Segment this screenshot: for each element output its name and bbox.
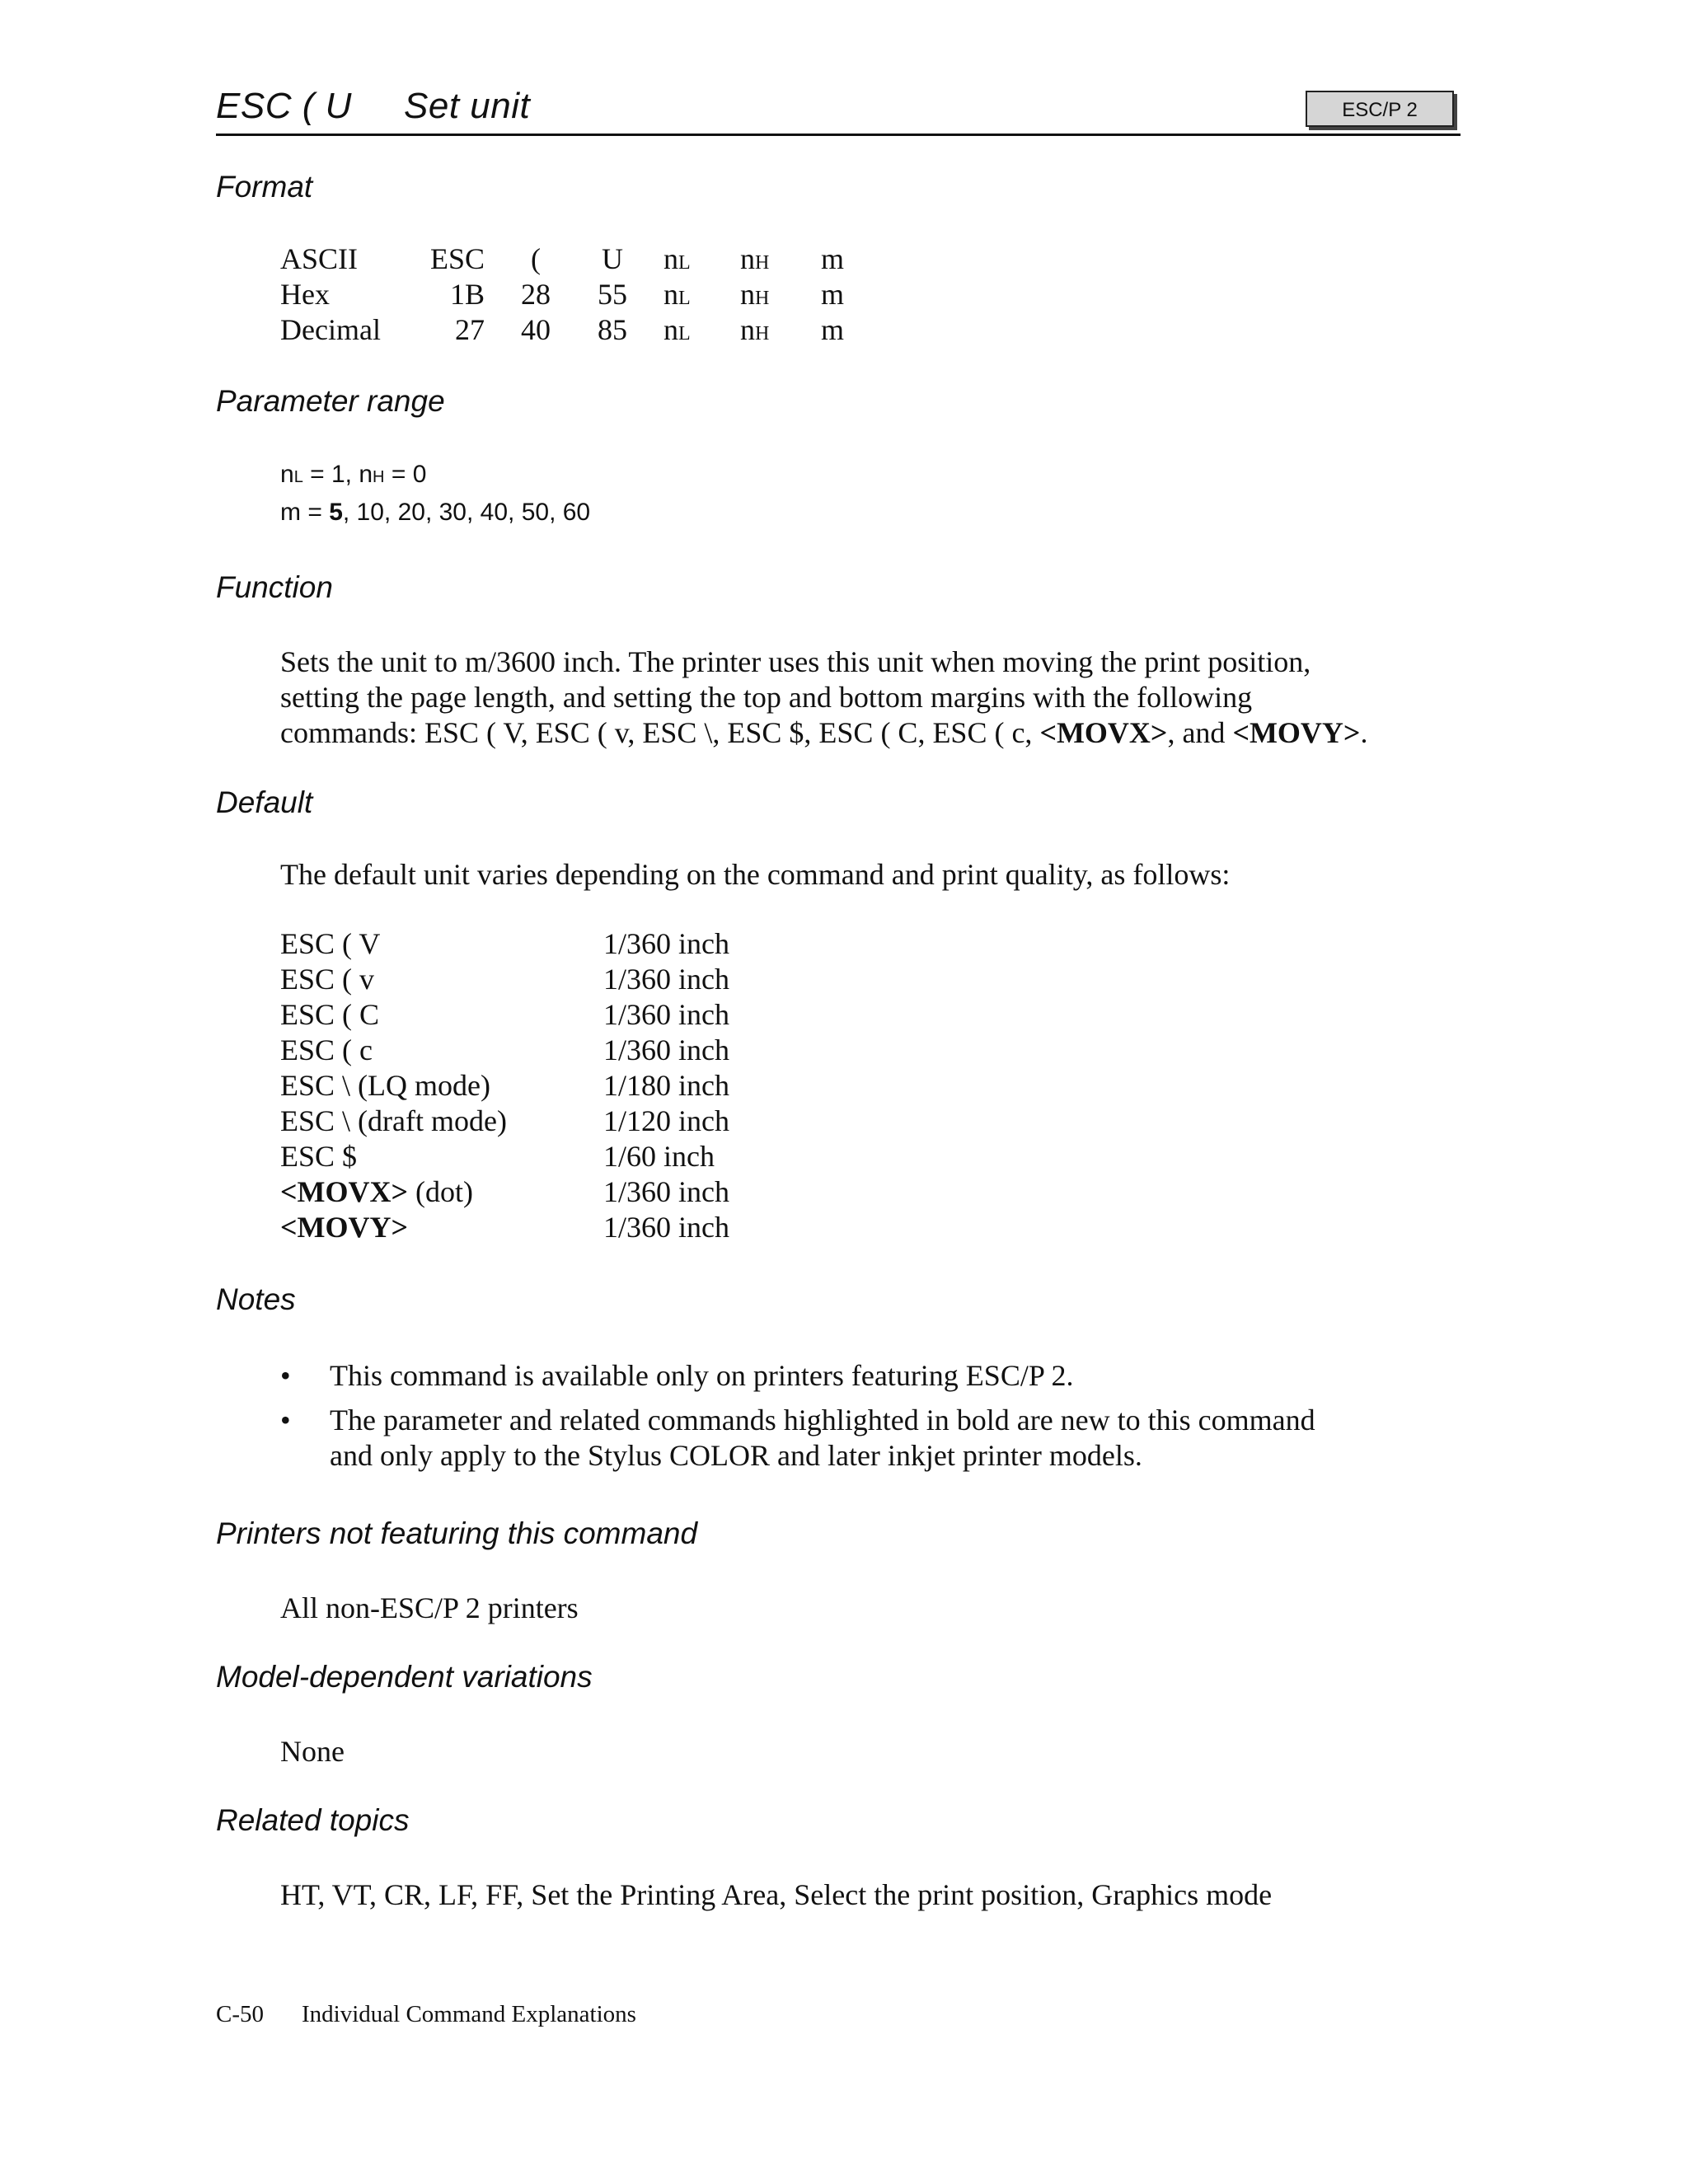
format-cell: 40 <box>521 313 551 346</box>
format-cell: Hex <box>280 278 330 311</box>
format-cell: nL <box>663 242 691 275</box>
format-cell: nL <box>663 278 691 311</box>
format-cell: nH <box>740 313 770 346</box>
footer-text: Individual Command Explanations <box>302 2001 636 2027</box>
page-number: C-50 <box>216 2001 264 2027</box>
function-text: Sets the unit to m/3600 inch. The printer uses this unit when moving the print position, setting the page length, and setting the top and bottom margins with the following commands: ESC ( V, ESC ( v, ESC \, ESC $, ESC ( C, ESC ( c, <MOVX>, and <MOVY>. <box>280 645 1368 749</box>
printers-not-text: All non-ESC/P 2 printers <box>280 1591 579 1624</box>
heading-model-dependent: Model-dependent variations <box>216 1660 593 1694</box>
format-cell: U <box>602 242 623 275</box>
format-cell: nH <box>740 242 770 275</box>
format-cell: ASCII <box>280 242 359 275</box>
format-cell: nH <box>740 278 770 311</box>
command-name: ESC ( U <box>216 86 352 126</box>
format-cell: 27 <box>455 313 485 346</box>
format-cell: 28 <box>521 278 551 311</box>
format-cell: 85 <box>598 313 627 346</box>
heading-parameter-range: Parameter range <box>216 384 445 418</box>
format-cell: ( <box>531 242 541 275</box>
page-footer <box>216 2001 636 2028</box>
document-page: ESC ( U Set unit ESC/P 2 Format ASCII ESC ( U nL nH m Hex 1B 28 55 nL nH m Decimal 27 40 85 nL nH m Parameter range nL = 1, nH = 0 m = 5, 10, 20, 30, 40, 50, 60 Function Sets the unit to m/3600 inch. The printer uses this unit when moving the print position, setting the page length, and setting the top and bottom margins with the following commands: ESC ( V, ESC ( v, ESC \, ESC $, ESC ( C, ESC ( c, <MOVX>, and <MOVY>. Default The default unit varies depending on the command and print quality, as follows: ESC ( V 1/360 inch ESC ( v 1/360 inch ESC ( C 1/360 inch ESC ( c 1/360 inch ESC \ (LQ mode) 1/180 inch ESC \ (draft mode) 1/120 inch ESC $ 1/60 inch <MOVX> (dot) 1/360 inch <MOVY> 1/360 inch Notes • This command is available only on printers featuring ESC/P 2. • The parameter and related commands highlighted in bold are new to this command and only apply to the Stylus COLOR and later inkjet printer models. Printers not featuring this command All non-ESC/P 2 printers Model-dependent variations None Related topics HT, VT, CR, LF, FF, Set the Printing Area, Select the print position, Graphics mode C-50 Individual Command Explanations <box>0 0 1688 2184</box>
heading-default: Default <box>216 785 313 819</box>
format-cell: 55 <box>598 278 627 311</box>
header-rule <box>216 134 1461 136</box>
heading-function: Function <box>216 570 333 604</box>
format-cell: m <box>821 242 845 275</box>
format-cell: ESC <box>429 242 485 275</box>
format-cell: m <box>821 313 845 346</box>
bullet-icon: • <box>280 1359 291 1392</box>
bullet-icon: • <box>280 1404 291 1436</box>
format-cell: 1B <box>449 278 485 311</box>
model-dependent-text: None <box>280 1735 345 1768</box>
heading-related-topics: Related topics <box>216 1803 410 1837</box>
heading-notes: Notes <box>216 1282 296 1316</box>
note-item: • This command is available only on printers featuring ESC/P 2. <box>280 1359 1074 1392</box>
esc-p2-badge: ESC/P 2 <box>1306 91 1454 127</box>
default-intro: The default unit varies depending on the command and print quality, as follows: <box>280 858 1231 891</box>
parameter-line-m: m = 5, 10, 20, 30, 40, 50, 60 <box>280 499 591 526</box>
format-cell: nL <box>663 313 691 346</box>
heading-printers-not-featuring: Printers not featuring this command <box>216 1516 698 1550</box>
parameter-line-n: nL = 1, nH = 0 <box>280 461 427 488</box>
format-cell: m <box>821 278 845 311</box>
page-title <box>216 86 530 127</box>
related-topics-text: HT, VT, CR, LF, FF, Set the Printing Area, Select the print position, Graphics mode <box>280 1878 1273 1911</box>
heading-format: Format <box>216 170 313 204</box>
note-item: • The parameter and related commands highlighted in bold are new to this command and only apply to the Stylus COLOR and later inkjet printer models. <box>280 1404 1315 1472</box>
command-title: Set unit <box>404 86 531 126</box>
format-cell: Decimal <box>280 313 381 346</box>
